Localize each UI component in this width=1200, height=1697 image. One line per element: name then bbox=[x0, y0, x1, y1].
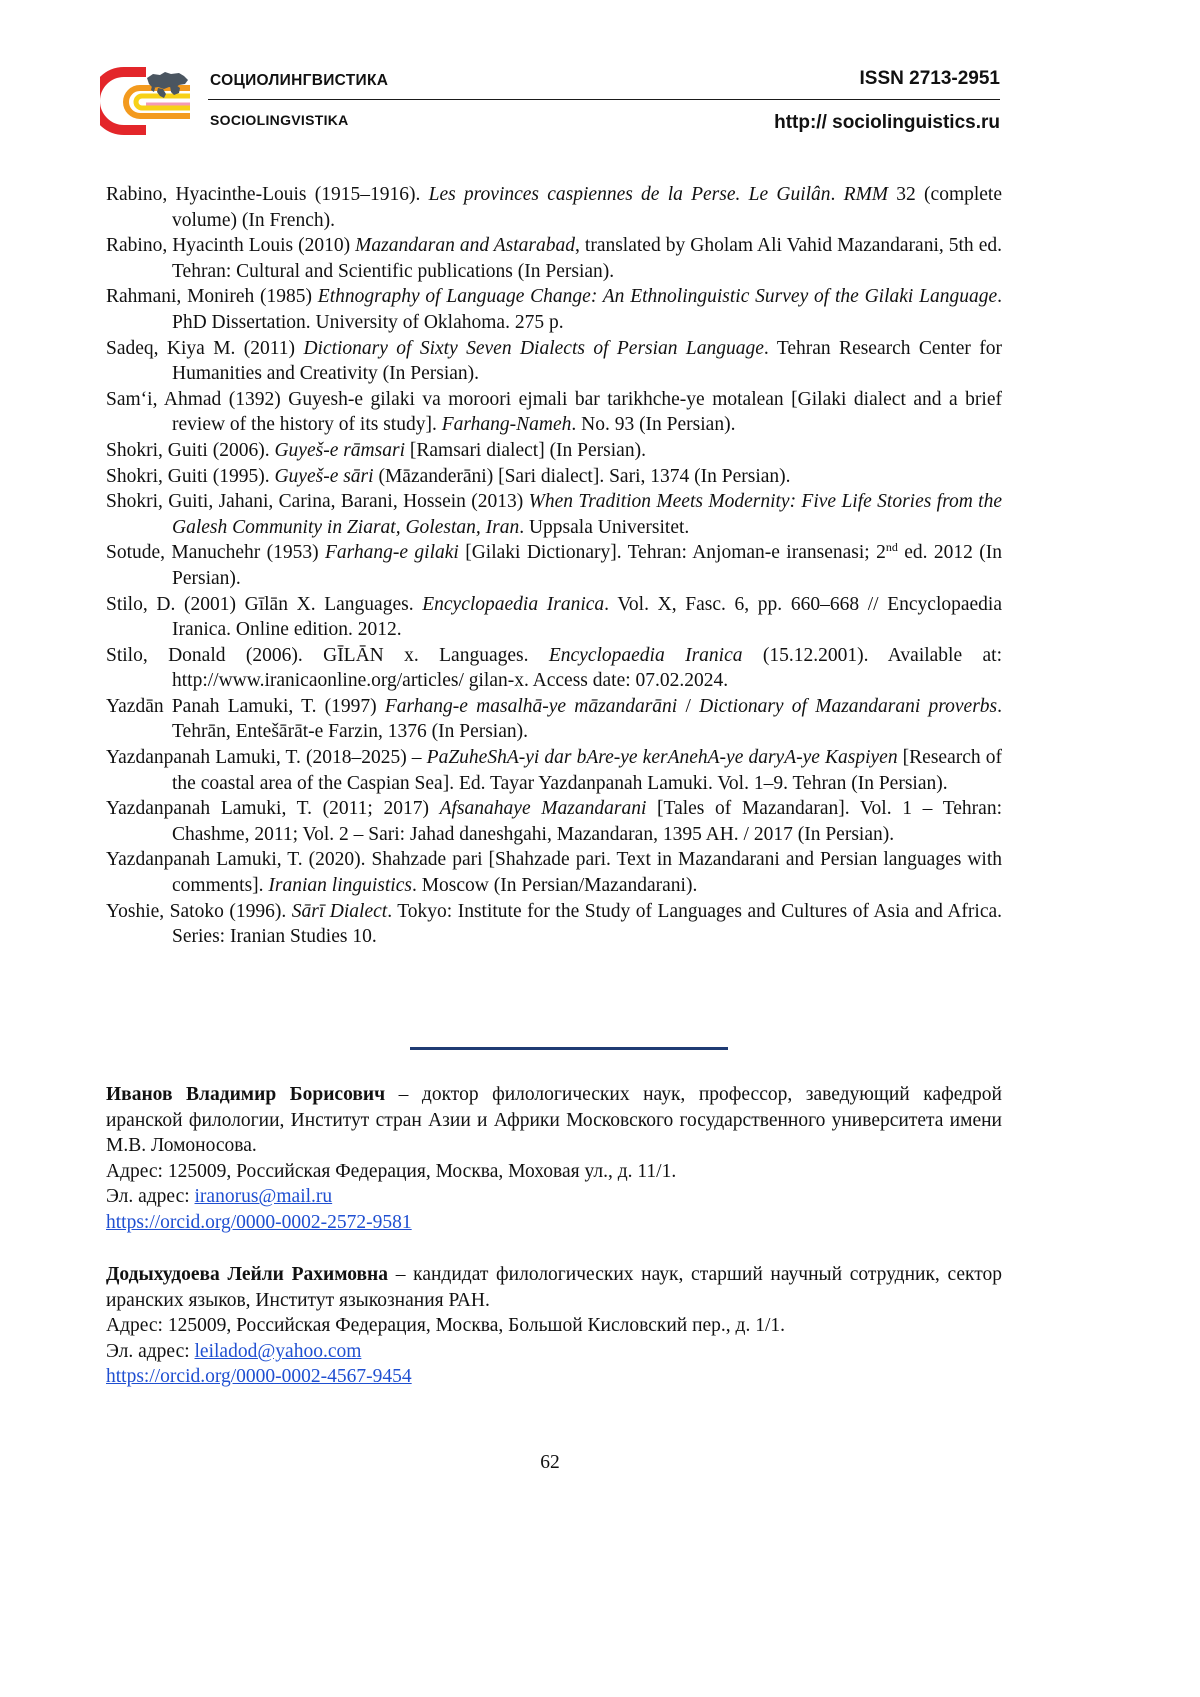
reference-text: . PhD Dissertation. University of Oklahoma. 275 p. bbox=[172, 286, 1002, 333]
reference-entry bbox=[106, 540, 1002, 591]
reference-title: Farhang-e masalhā-ye māzandarāni bbox=[384, 695, 678, 717]
reference-text: . Tokyo: Institute for the Study of Languages and Cultures of Asia and Africa. Series: Iranian Studies 10. bbox=[172, 900, 1003, 948]
reference-text: nd bbox=[885, 540, 898, 555]
journal-title-ru: СОЦИОЛИНГВИСТИКА bbox=[210, 72, 389, 89]
reference-text: . Tehrān, Entešārāt-e Farzin, 1376 (In Persian). bbox=[172, 695, 1002, 743]
reference-text: [Ramsari dialect] (In Persian). bbox=[405, 439, 646, 461]
author-orcid-line bbox=[106, 1210, 1002, 1236]
reference-entry bbox=[106, 847, 1002, 898]
reference-text: (Māzanderāni) [Sari dialect]. Sari, 1374 (In Persian). bbox=[373, 465, 791, 487]
reference-text: . Vol. X, Fasc. 6, pp. 660–668 // Encyclopaedia Iranica. Online edition. 2012. bbox=[172, 593, 1002, 641]
reference-text: ed. 2012 (In Persian). bbox=[172, 542, 1002, 589]
reference-title: PaZuheShA-yi dar bAre-ye kerAnehA-ye daryA-ye Kaspiyen bbox=[426, 747, 898, 769]
header-divider bbox=[208, 99, 1000, 100]
reference-entry bbox=[106, 592, 1002, 643]
reference-text: , translated by Gholam Ali Vahid Mazandarani, 5th ed. Tehran: Cultural and Scientific publications (In Persian). bbox=[172, 235, 1002, 282]
reference-title: Sārī Dialect bbox=[291, 900, 388, 922]
reference-text: [Research of the coastal area of the Caspian Sea]. Ed. Tayar Yazdanpanah Lamuki. Vol. 1–9. Tehran (In Persian). bbox=[172, 747, 1002, 794]
reference-entry bbox=[106, 489, 1002, 540]
reference-text: Sam‘i, Ahmad (1392) Guyesh-e gilaki va moroori ejmali bar tarikhche-ye motalean [Gilaki dialect and a brief review of the history of its study]. bbox=[106, 388, 1002, 436]
reference-title: Guyeš-e rāmsari bbox=[274, 439, 405, 461]
reference-text: Stilo, Donald (2006). GĪLĀN x. Languages. bbox=[106, 644, 549, 666]
reference-entry bbox=[106, 694, 1002, 745]
reference-text: Sotude, Manuchehr (1953) bbox=[106, 542, 325, 564]
author-name: Иванов Владимир Борисович bbox=[106, 1084, 386, 1105]
email-label: Эл. адрес: bbox=[106, 1186, 195, 1208]
reference-text: Stilo, D. (2001) Gīlān X. Languages. bbox=[106, 593, 423, 615]
author-info bbox=[106, 1262, 1002, 1390]
author-bio bbox=[106, 1262, 1002, 1313]
author-address: Адрес: 125009, Российская Федерация, Москва, Моховая ул., д. 11/1. bbox=[106, 1160, 677, 1182]
email-link[interactable]: leiladod@yahoo.com bbox=[194, 1340, 362, 1362]
reference-title: Iranian linguistics bbox=[268, 875, 412, 897]
reference-entry bbox=[106, 438, 1002, 464]
reference-text: Rabino, Hyacinthe-Louis (1915–1916). bbox=[106, 184, 429, 205]
journal-logo-icon bbox=[100, 66, 192, 136]
reference-title: Farhang-e gilaki bbox=[324, 542, 459, 564]
email-link[interactable]: iranorus@mail.ru bbox=[194, 1186, 333, 1208]
reference-text: (15.12.2001). Available at: http://www.iranicaonline.org/articles/ gilan-x. Access date: 07.02.2024. bbox=[172, 644, 1002, 692]
reference-text: . Uppsala Universitet. bbox=[519, 516, 690, 538]
reference-text: 32 (complete volume) (In French). bbox=[172, 184, 1003, 231]
reference-text: . No. 93 (In Persian). bbox=[571, 414, 736, 436]
author-orcid-line bbox=[106, 1364, 1002, 1390]
reference-title: Ethnography of Language Change: An Ethnolinguistic Survey of the Gilaki Language bbox=[317, 286, 998, 308]
reference-title: Les provinces caspiennes de la Perse. Le Guilân bbox=[428, 184, 831, 205]
references-list bbox=[106, 182, 1002, 950]
reference-text: . Tehran Research Center for Humanities and Creativity (In Persian). bbox=[172, 337, 1002, 385]
reference-title: When Tradition Meets Modernity: Five Life Stories from the Galesh Community in Ziarat, Golestan, Iran bbox=[172, 491, 1002, 538]
reference-text: Yazdān Panah Lamuki, T. (1997) bbox=[106, 695, 385, 717]
orcid-link[interactable]: https://orcid.org/0000-0002-4567-9454 bbox=[106, 1366, 412, 1388]
email-label: Эл. адрес: bbox=[106, 1340, 195, 1362]
reference-text: Yoshie, Satoko (1996). bbox=[106, 900, 292, 922]
author-name: Додыхудоева Лейли Рахимовна bbox=[106, 1264, 389, 1285]
page-number: 62 bbox=[540, 1452, 560, 1473]
reference-text: . Moscow (In Persian/Mazandarani). bbox=[411, 875, 698, 897]
reference-title: Mazandaran and Astarabad bbox=[355, 235, 576, 257]
author-email-line bbox=[106, 1184, 1002, 1210]
issn: ISSN 2713-2951 bbox=[859, 68, 1000, 89]
reference-text: / bbox=[677, 695, 700, 717]
reference-title: Farhang-Nameh bbox=[441, 414, 572, 436]
reference-text: [Tales of Mazandaran]. Vol. 1 – Tehran: Chashme, 2011; Vol. 2 – Sari: Jahad daneshgahi, Mazandaran, 1395 AH. / 2017 (In Persian). bbox=[172, 798, 1002, 845]
author-info bbox=[106, 1082, 1002, 1236]
reference-text: Rabino, Hyacinth Louis (2010) bbox=[106, 235, 356, 257]
reference-entry bbox=[106, 182, 1002, 233]
reference-title: Guyeš-e sāri bbox=[274, 465, 374, 487]
reference-title: Dictionary of Mazandarani proverbs bbox=[699, 695, 998, 717]
reference-entry bbox=[106, 233, 1002, 284]
author-description: – кандидат филологических наук, старший научный сотрудник, сектор иранских языков, Институт языкознания РАН. bbox=[106, 1264, 1003, 1311]
reference-text: Shokri, Guiti (1995). bbox=[106, 465, 275, 487]
reference-entry bbox=[106, 464, 1002, 490]
section-divider bbox=[410, 1047, 728, 1050]
reference-entry bbox=[106, 336, 1002, 387]
reference-entry bbox=[106, 796, 1002, 847]
reference-text: Shokri, Guiti (2006). bbox=[106, 439, 275, 461]
reference-entry bbox=[106, 284, 1002, 335]
reference-text: Rahmani, Monireh (1985) bbox=[106, 286, 318, 308]
author-email-line bbox=[106, 1339, 1002, 1365]
author-bio bbox=[106, 1082, 1002, 1159]
journal-title-en: SOCIOLINGVISTIKA bbox=[210, 112, 349, 128]
journal-url: http:// sociolinguistics.ru bbox=[774, 112, 1000, 133]
reference-text: Shokri, Guiti, Jahani, Carina, Barani, Hossein (2013) bbox=[106, 491, 529, 513]
reference-title: RMM bbox=[843, 184, 889, 205]
reference-text: Yazdanpanah Lamuki, T. (2018–2025) – bbox=[106, 747, 427, 769]
reference-title: Afsanahaye Mazandarani bbox=[439, 798, 647, 820]
reference-title: Encyclopaedia Iranica bbox=[548, 644, 743, 666]
reference-text: [Gilaki Dictionary]. Tehran: Anjoman-e iransenasi; 2 bbox=[458, 542, 886, 564]
reference-entry bbox=[106, 745, 1002, 796]
orcid-link[interactable]: https://orcid.org/0000-0002-2572-9581 bbox=[106, 1211, 412, 1233]
reference-text: Sadeq, Kiya M. (2011) bbox=[106, 337, 304, 359]
reference-title: Encyclopaedia Iranica bbox=[422, 593, 605, 615]
reference-text: . bbox=[830, 184, 844, 205]
reference-entry bbox=[106, 387, 1002, 438]
author-address: Адрес: 125009, Российская Федерация, Москва, Большой Кисловский пер., д. 1/1. bbox=[106, 1315, 786, 1337]
reference-entry bbox=[106, 643, 1002, 694]
reference-text: Yazdanpanah Lamuki, T. (2020). Shahzade pari [Shahzade pari. Text in Mazandarani and Persian languages with comments]. bbox=[106, 849, 1002, 897]
reference-entry bbox=[106, 899, 1002, 950]
author-description: – доктор филологических наук, профессор, заведующий кафедрой иранской филологии, Институт стран Азии и Африки Московского государственного университета имени М.В. Ломоносова. bbox=[106, 1084, 1002, 1157]
reference-title: Dictionary of Sixty Seven Dialects of Persian Language bbox=[303, 337, 764, 359]
reference-text: Yazdanpanah Lamuki, T. (2011; 2017) bbox=[106, 798, 440, 820]
